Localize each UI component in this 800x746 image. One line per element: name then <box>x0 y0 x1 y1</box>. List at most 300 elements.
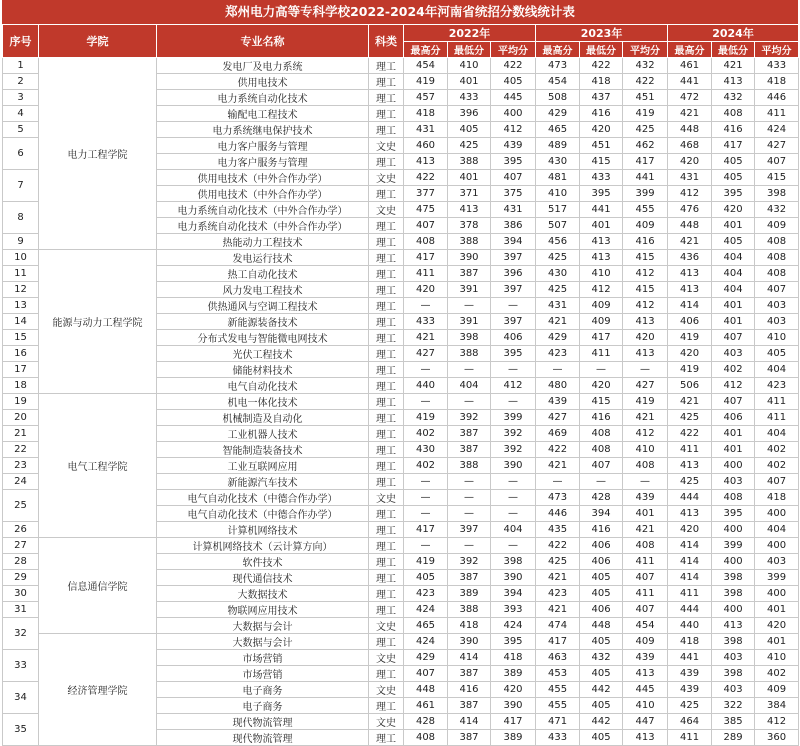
type-cell: 理工 <box>369 410 404 426</box>
type-cell: 理工 <box>369 362 404 378</box>
score-cell: 412 <box>623 266 668 282</box>
score-cell: 408 <box>580 442 623 458</box>
score-cell: 429 <box>404 650 448 666</box>
score-cell: — <box>448 538 491 554</box>
score-cell: 401 <box>448 170 491 186</box>
header-min: 最低分 <box>712 42 755 58</box>
score-cell: 421 <box>536 602 580 618</box>
score-cell: 407 <box>712 330 755 346</box>
score-cell: 421 <box>668 234 712 250</box>
type-cell: 理工 <box>369 586 404 602</box>
score-cell: 413 <box>712 74 755 90</box>
score-cell: 420 <box>623 330 668 346</box>
score-cell: 446 <box>536 506 580 522</box>
score-cell: 397 <box>491 282 536 298</box>
type-cell: 理工 <box>369 522 404 538</box>
score-cell: 413 <box>623 730 668 746</box>
major-cell: 新能源装备技术 <box>157 314 369 330</box>
score-cell: 421 <box>623 410 668 426</box>
score-cell: 415 <box>580 154 623 170</box>
major-cell: 电力客户服务与管理 <box>157 154 369 170</box>
seq-cell: 27 <box>3 538 39 554</box>
score-cell: 416 <box>623 234 668 250</box>
score-cell: 414 <box>668 538 712 554</box>
score-cell: 439 <box>668 666 712 682</box>
score-cell: 417 <box>404 522 448 538</box>
score-cell: 439 <box>623 490 668 506</box>
score-cell: 387 <box>448 570 491 586</box>
score-cell: 413 <box>580 234 623 250</box>
type-cell: 文史 <box>369 170 404 186</box>
score-cell: 401 <box>755 634 799 650</box>
score-cell: 406 <box>712 410 755 426</box>
score-cell: 387 <box>448 442 491 458</box>
score-cell: — <box>404 298 448 314</box>
score-cell: 404 <box>448 378 491 394</box>
score-cell: 456 <box>536 234 580 250</box>
score-cell: 405 <box>580 666 623 682</box>
score-cell: 418 <box>448 618 491 634</box>
major-cell: 现代通信技术 <box>157 570 369 586</box>
score-cell: 460 <box>404 138 448 154</box>
score-cell: 407 <box>404 666 448 682</box>
score-cell: 411 <box>668 730 712 746</box>
score-cell: 430 <box>536 266 580 282</box>
type-cell: 文史 <box>369 714 404 730</box>
score-cell: 403 <box>755 314 799 330</box>
score-cell: 419 <box>668 330 712 346</box>
score-cell: — <box>536 362 580 378</box>
type-cell: 文史 <box>369 650 404 666</box>
score-cell: 451 <box>580 138 623 154</box>
score-cell: 416 <box>580 410 623 426</box>
score-cell: 413 <box>448 202 491 218</box>
score-cell: 390 <box>491 458 536 474</box>
seq-cell: 16 <box>3 346 39 362</box>
major-cell: 供用电技术（中外合作办学） <box>157 170 369 186</box>
score-cell: 402 <box>755 442 799 458</box>
score-cell: 401 <box>448 74 491 90</box>
score-cell: 424 <box>404 602 448 618</box>
score-cell: 409 <box>580 314 623 330</box>
score-cell: 408 <box>755 234 799 250</box>
seq-cell: 5 <box>3 122 39 138</box>
score-cell: 415 <box>623 250 668 266</box>
header-avg: 平均分 <box>623 42 668 58</box>
score-cell: 412 <box>668 186 712 202</box>
major-cell: 大数据与会计 <box>157 634 369 650</box>
table-row <box>3 634 799 650</box>
header-max: 最高分 <box>668 42 712 58</box>
major-cell: 市场营销 <box>157 650 369 666</box>
seq-cell: 9 <box>3 234 39 250</box>
score-cell: — <box>491 538 536 554</box>
type-cell: 理工 <box>369 506 404 522</box>
score-cell: 402 <box>712 362 755 378</box>
seq-cell: 14 <box>3 314 39 330</box>
score-cell: — <box>448 362 491 378</box>
type-cell: 理工 <box>369 298 404 314</box>
score-cell: 422 <box>404 170 448 186</box>
score-cell: 415 <box>580 394 623 410</box>
type-cell: 理工 <box>369 474 404 490</box>
seq-cell: 35 <box>3 714 39 746</box>
type-cell: 理工 <box>369 90 404 106</box>
score-cell: 408 <box>404 234 448 250</box>
score-cell: 448 <box>668 122 712 138</box>
type-cell: 理工 <box>369 730 404 746</box>
score-cell: 390 <box>491 698 536 714</box>
score-cell: 412 <box>755 714 799 730</box>
score-cell: — <box>448 394 491 410</box>
score-cell: 398 <box>448 330 491 346</box>
score-cell: 421 <box>712 58 755 74</box>
score-cell: 425 <box>623 122 668 138</box>
score-cell: — <box>491 506 536 522</box>
score-cell: 405 <box>712 170 755 186</box>
score-cell: 468 <box>668 138 712 154</box>
type-cell: 文史 <box>369 618 404 634</box>
score-cell: 417 <box>404 250 448 266</box>
header-major: 专业名称 <box>157 25 369 58</box>
score-cell: 420 <box>755 618 799 634</box>
score-cell: 420 <box>668 346 712 362</box>
type-cell: 理工 <box>369 234 404 250</box>
score-cell: 407 <box>623 602 668 618</box>
score-cell: 421 <box>404 330 448 346</box>
score-cell: 398 <box>712 586 755 602</box>
seq-cell: 18 <box>3 378 39 394</box>
score-cell: 432 <box>623 58 668 74</box>
score-cell: 409 <box>580 298 623 314</box>
score-cell: 422 <box>668 426 712 442</box>
score-cell: 402 <box>755 458 799 474</box>
score-cell: 395 <box>712 506 755 522</box>
score-cell: 418 <box>580 74 623 90</box>
score-cell: 413 <box>668 282 712 298</box>
major-cell: 市场营销 <box>157 666 369 682</box>
major-cell: 风力发电工程技术 <box>157 282 369 298</box>
table-row <box>3 250 799 266</box>
score-cell: 390 <box>491 570 536 586</box>
score-cell: 429 <box>536 330 580 346</box>
type-cell: 理工 <box>369 74 404 90</box>
score-cell: 441 <box>668 650 712 666</box>
score-cell: 465 <box>536 122 580 138</box>
score-cell: 420 <box>580 378 623 394</box>
seq-cell: 31 <box>3 602 39 618</box>
score-cell: 404 <box>755 522 799 538</box>
type-cell: 文史 <box>369 138 404 154</box>
score-cell: 392 <box>448 554 491 570</box>
score-cell: 506 <box>668 378 712 394</box>
score-cell: 406 <box>580 602 623 618</box>
score-cell: 411 <box>623 554 668 570</box>
score-cell: 407 <box>623 570 668 586</box>
score-cell: — <box>491 474 536 490</box>
score-cell: 421 <box>536 314 580 330</box>
type-cell: 理工 <box>369 266 404 282</box>
score-cell: — <box>448 298 491 314</box>
score-cell: 408 <box>580 426 623 442</box>
seq-cell: 32 <box>3 618 39 650</box>
table-title: 郑州电力高等专科学校2022-2024年河南省统招分数线统计表 <box>2 0 798 24</box>
seq-cell: 12 <box>3 282 39 298</box>
score-cell: 413 <box>623 666 668 682</box>
score-cell: 403 <box>712 682 755 698</box>
score-cell: 433 <box>536 730 580 746</box>
college-cell: 能源与动力工程学院 <box>39 250 157 394</box>
seq-cell: 17 <box>3 362 39 378</box>
type-cell: 文史 <box>369 490 404 506</box>
score-cell: 422 <box>536 442 580 458</box>
score-cell: 413 <box>668 506 712 522</box>
score-cell: 393 <box>491 602 536 618</box>
score-cell: 427 <box>404 346 448 362</box>
score-table <box>2 24 799 746</box>
score-cell: 507 <box>536 218 580 234</box>
score-cell: 403 <box>712 346 755 362</box>
table-row <box>3 538 799 554</box>
score-cell: 432 <box>712 90 755 106</box>
major-cell: 分布式发电与智能微电网技术 <box>157 330 369 346</box>
score-cell: 407 <box>580 458 623 474</box>
score-cell: 421 <box>536 458 580 474</box>
score-cell: 473 <box>536 490 580 506</box>
header-seq: 序号 <box>3 25 39 58</box>
score-cell: 411 <box>580 346 623 362</box>
score-cell: 409 <box>755 682 799 698</box>
score-cell: 410 <box>623 698 668 714</box>
score-cell: 435 <box>536 522 580 538</box>
score-cell: 414 <box>668 554 712 570</box>
seq-cell: 24 <box>3 474 39 490</box>
score-cell: 481 <box>536 170 580 186</box>
table-row <box>3 58 799 74</box>
score-cell: — <box>580 474 623 490</box>
seq-cell: 4 <box>3 106 39 122</box>
seq-cell: 15 <box>3 330 39 346</box>
score-cell: 397 <box>448 522 491 538</box>
score-cell: 400 <box>755 538 799 554</box>
score-cell: 388 <box>448 602 491 618</box>
score-cell: 419 <box>404 554 448 570</box>
score-cell: 387 <box>448 266 491 282</box>
score-cell: 405 <box>448 122 491 138</box>
score-cell: 422 <box>580 58 623 74</box>
score-cell: — <box>404 538 448 554</box>
score-cell: 392 <box>448 410 491 426</box>
score-cell: 406 <box>668 314 712 330</box>
major-cell: 工业机器人技术 <box>157 426 369 442</box>
score-cell: 403 <box>755 554 799 570</box>
score-cell: 417 <box>491 714 536 730</box>
score-cell: 427 <box>536 410 580 426</box>
score-cell: 385 <box>712 714 755 730</box>
type-cell: 理工 <box>369 106 404 122</box>
score-cell: 394 <box>491 586 536 602</box>
major-cell: 电气自动化技术 <box>157 378 369 394</box>
type-cell: 文史 <box>369 202 404 218</box>
major-cell: 电力系统继电保护技术 <box>157 122 369 138</box>
score-cell: 410 <box>536 186 580 202</box>
header-max: 最高分 <box>536 42 580 58</box>
score-cell: 425 <box>536 282 580 298</box>
seq-cell: 33 <box>3 650 39 682</box>
type-cell: 理工 <box>369 154 404 170</box>
score-cell: 412 <box>623 426 668 442</box>
score-cell: 445 <box>491 90 536 106</box>
score-cell: 412 <box>623 298 668 314</box>
type-cell: 理工 <box>369 554 404 570</box>
score-cell: 421 <box>668 106 712 122</box>
score-cell: 386 <box>491 218 536 234</box>
score-cell: 418 <box>755 74 799 90</box>
score-cell: 420 <box>491 682 536 698</box>
score-cell: 440 <box>404 378 448 394</box>
score-cell: 441 <box>623 170 668 186</box>
score-cell: 389 <box>491 730 536 746</box>
score-cell: 517 <box>536 202 580 218</box>
score-cell: 410 <box>623 442 668 458</box>
score-cell: 418 <box>404 106 448 122</box>
score-cell: 387 <box>448 730 491 746</box>
score-cell: 425 <box>668 474 712 490</box>
score-cell: 412 <box>580 282 623 298</box>
score-cell: 395 <box>491 154 536 170</box>
score-cell: 411 <box>623 586 668 602</box>
major-cell: 计算机网络技术 <box>157 522 369 538</box>
major-cell: 大数据与会计 <box>157 618 369 634</box>
score-cell: 439 <box>623 650 668 666</box>
score-cell: — <box>623 474 668 490</box>
score-cell: 489 <box>536 138 580 154</box>
score-cell: 431 <box>404 122 448 138</box>
score-cell: 424 <box>755 122 799 138</box>
seq-cell: 6 <box>3 138 39 170</box>
score-cell: 401 <box>712 298 755 314</box>
score-cell: 442 <box>580 682 623 698</box>
type-cell: 理工 <box>369 250 404 266</box>
score-cell: 387 <box>448 426 491 442</box>
major-cell: 物联网应用技术 <box>157 602 369 618</box>
score-cell: 423 <box>755 378 799 394</box>
score-cell: — <box>491 490 536 506</box>
score-cell: 404 <box>755 426 799 442</box>
score-cell: — <box>448 474 491 490</box>
score-cell: 405 <box>404 570 448 586</box>
score-cell: 407 <box>712 394 755 410</box>
score-cell: 390 <box>448 250 491 266</box>
major-cell: 电力客户服务与管理 <box>157 138 369 154</box>
score-cell: 388 <box>448 346 491 362</box>
score-cell: 433 <box>404 314 448 330</box>
score-cell: 409 <box>623 634 668 650</box>
score-cell: 464 <box>668 714 712 730</box>
score-cell: 375 <box>491 186 536 202</box>
type-cell: 文史 <box>369 682 404 698</box>
score-cell: 407 <box>755 474 799 490</box>
score-cell: 411 <box>755 106 799 122</box>
score-cell: 392 <box>491 426 536 442</box>
score-cell: 399 <box>755 570 799 586</box>
score-cell: 428 <box>580 490 623 506</box>
score-cell: 378 <box>448 218 491 234</box>
header-college: 学院 <box>39 25 157 58</box>
seq-cell: 10 <box>3 250 39 266</box>
seq-cell: 23 <box>3 458 39 474</box>
table-row <box>3 394 799 410</box>
type-cell: 理工 <box>369 218 404 234</box>
score-cell: 408 <box>623 538 668 554</box>
score-cell: — <box>536 474 580 490</box>
score-cell: 413 <box>668 266 712 282</box>
header-min: 最低分 <box>448 42 491 58</box>
score-cell: 437 <box>580 90 623 106</box>
seq-cell: 22 <box>3 442 39 458</box>
score-cell: 410 <box>755 330 799 346</box>
major-cell: 发电厂及电力系统 <box>157 58 369 74</box>
score-cell: 508 <box>536 90 580 106</box>
score-cell: 410 <box>755 650 799 666</box>
college-cell: 电气工程学院 <box>39 394 157 538</box>
seq-cell: 34 <box>3 682 39 714</box>
score-cell: 387 <box>448 698 491 714</box>
score-cell: 408 <box>755 266 799 282</box>
header-type: 科类 <box>369 25 404 58</box>
score-cell: 412 <box>712 378 755 394</box>
score-cell: 388 <box>448 458 491 474</box>
score-cell: 410 <box>448 58 491 74</box>
score-cell: 403 <box>755 298 799 314</box>
score-cell: 405 <box>491 74 536 90</box>
score-cell: 418 <box>491 650 536 666</box>
seq-cell: 7 <box>3 170 39 202</box>
score-cell: 427 <box>755 138 799 154</box>
type-cell: 理工 <box>369 458 404 474</box>
score-cell: 416 <box>580 522 623 538</box>
score-cell: 423 <box>536 346 580 362</box>
score-cell: 454 <box>623 618 668 634</box>
score-cell: 405 <box>580 634 623 650</box>
score-cell: — <box>491 362 536 378</box>
score-cell: 412 <box>491 378 536 394</box>
major-cell: 储能材料技术 <box>157 362 369 378</box>
score-cell: 430 <box>404 442 448 458</box>
score-cell: — <box>448 490 491 506</box>
score-cell: 472 <box>668 90 712 106</box>
score-cell: 421 <box>623 522 668 538</box>
major-cell: 电力系统自动化技术 <box>157 90 369 106</box>
major-cell: 热工自动化技术 <box>157 266 369 282</box>
score-cell: — <box>404 362 448 378</box>
score-cell: 411 <box>668 442 712 458</box>
score-cell: — <box>404 474 448 490</box>
score-cell: 451 <box>623 90 668 106</box>
score-cell: 406 <box>491 330 536 346</box>
score-cell: 457 <box>404 90 448 106</box>
score-cell: 405 <box>580 570 623 586</box>
score-cell: 405 <box>580 586 623 602</box>
score-cell: 420 <box>668 154 712 170</box>
score-cell: 423 <box>536 586 580 602</box>
score-cell: 416 <box>712 122 755 138</box>
score-cell: 388 <box>448 154 491 170</box>
type-cell: 理工 <box>369 378 404 394</box>
seq-cell: 25 <box>3 490 39 522</box>
score-cell: 419 <box>623 394 668 410</box>
score-cell: 397 <box>491 314 536 330</box>
